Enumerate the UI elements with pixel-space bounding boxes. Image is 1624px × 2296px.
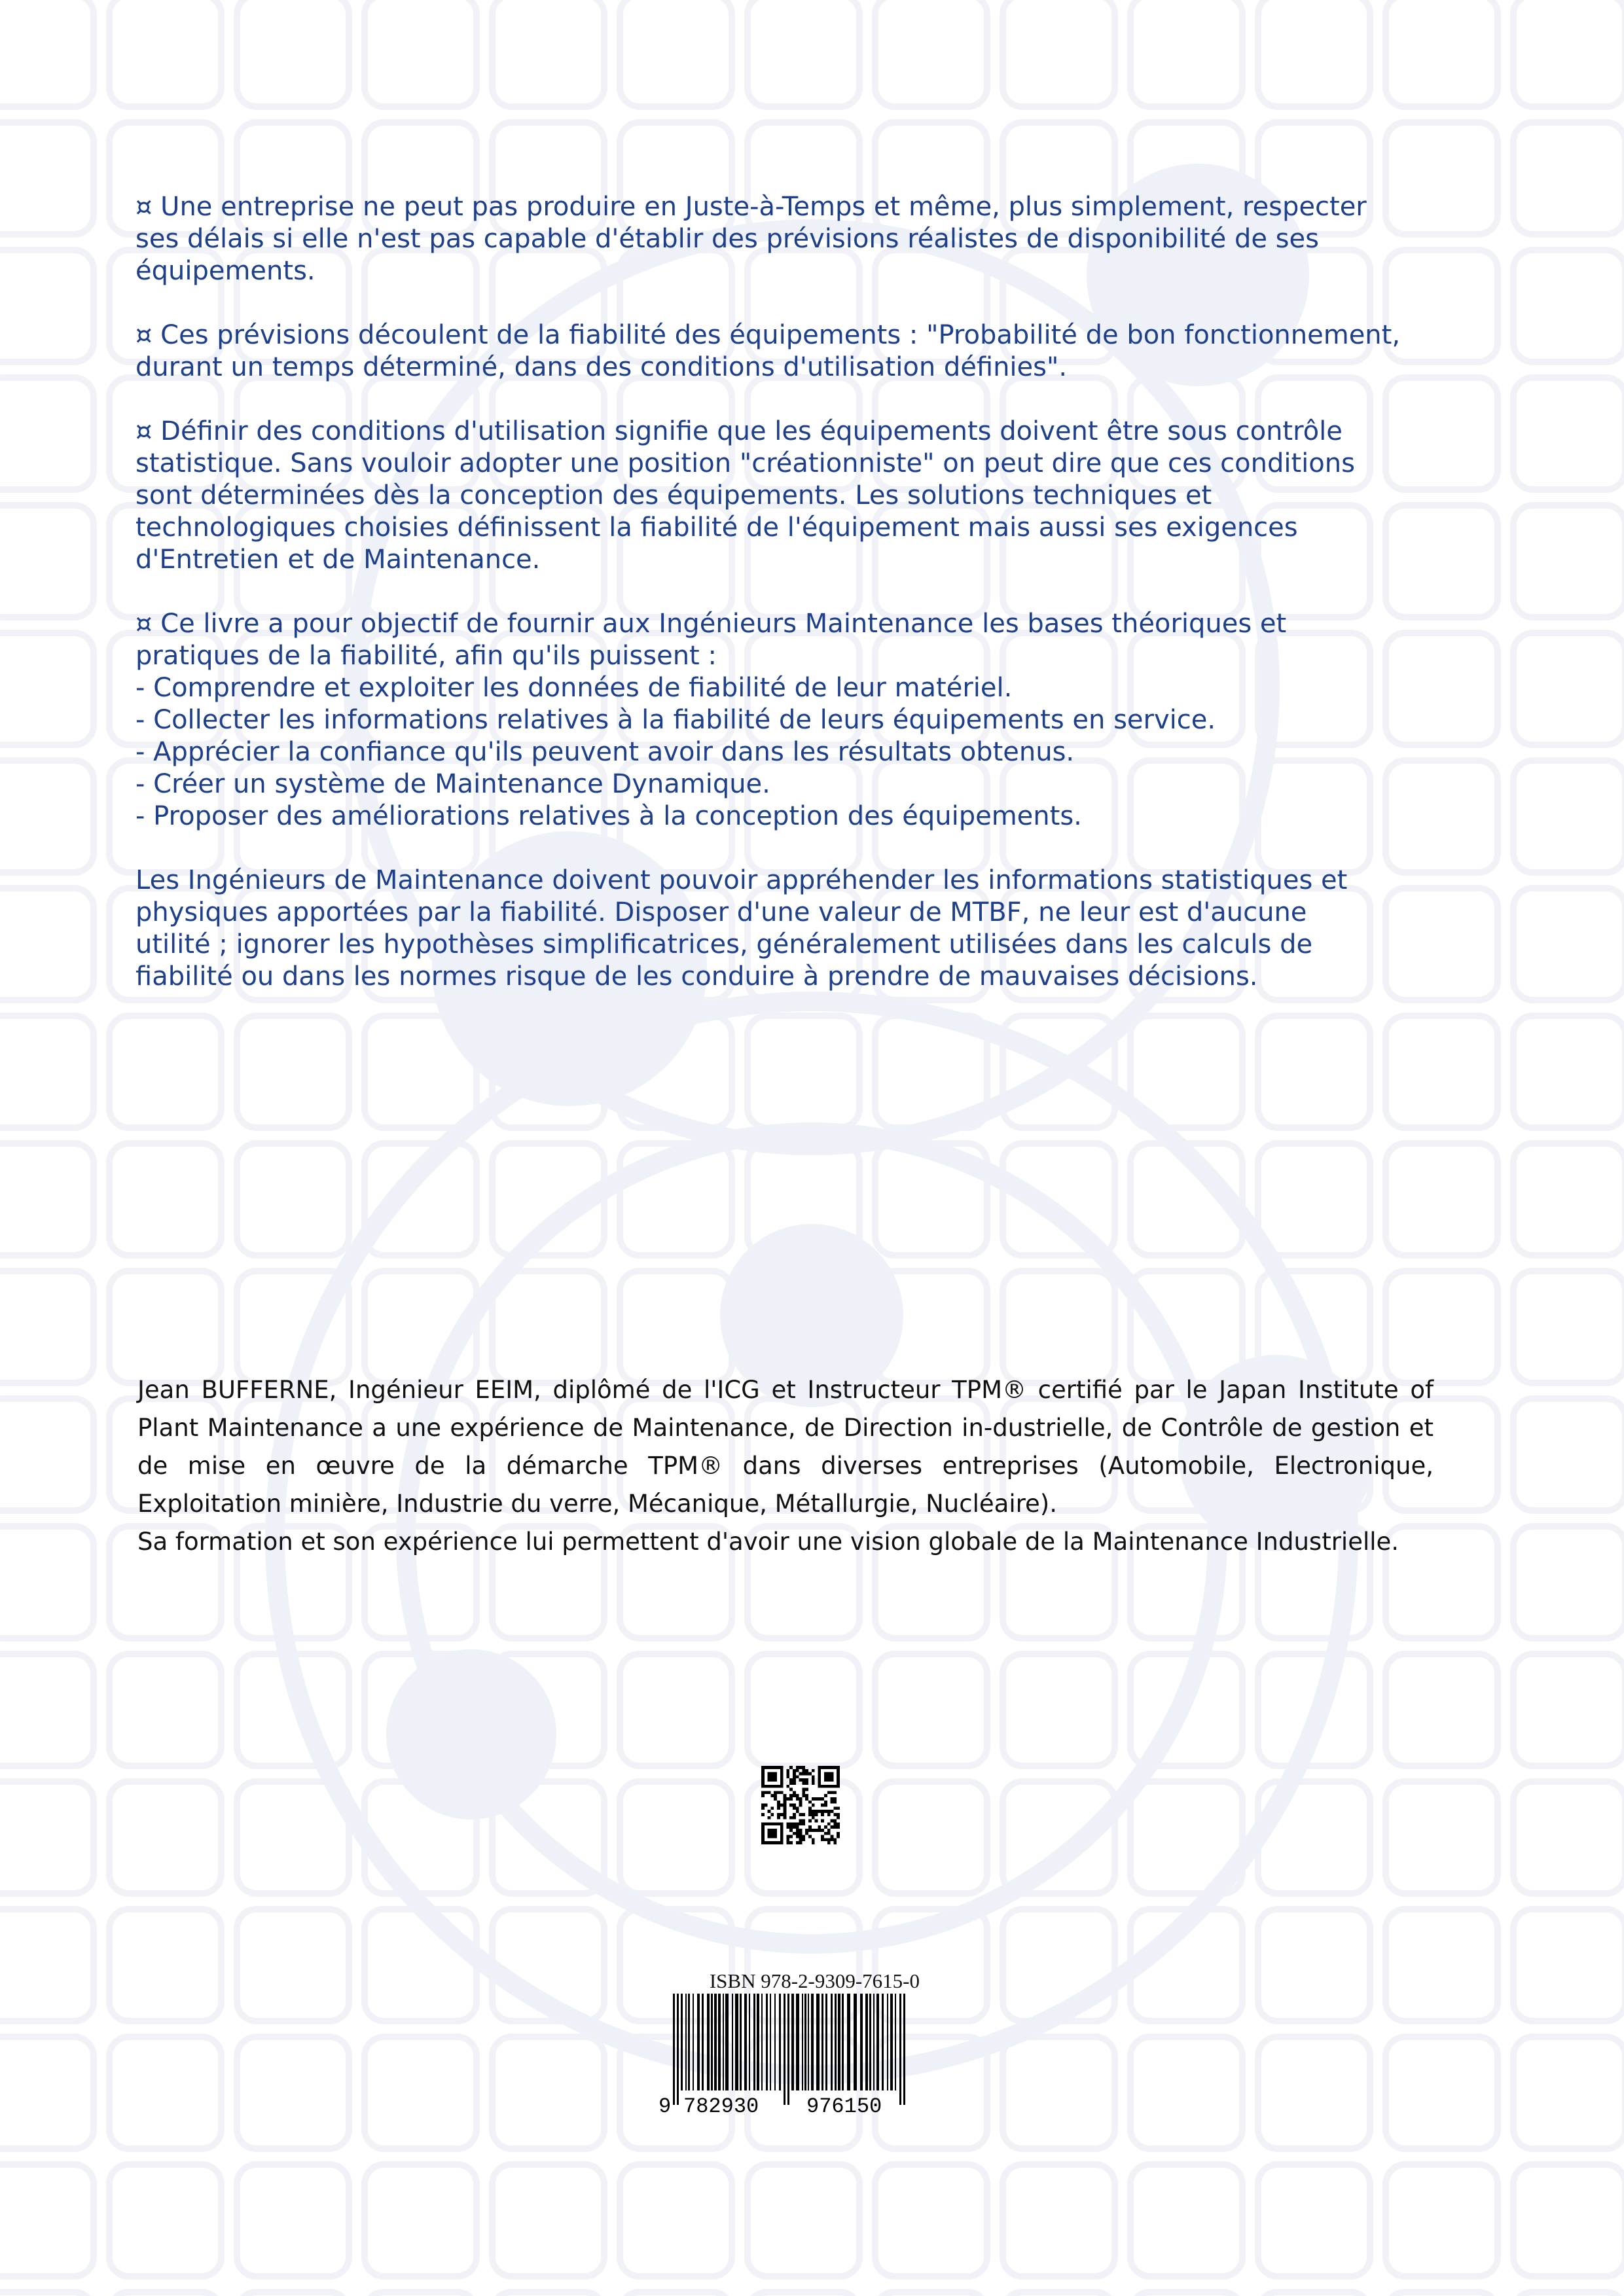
blurb-paragraph bbox=[135, 191, 1536, 287]
blurb-list-item: - Créer un système de Maintenance Dynamique. bbox=[135, 769, 770, 799]
blurb-line: physiques apportées par la fiabilité. Disposer d'une valeur de MTBF, ne leur est d'aucune bbox=[135, 897, 1307, 927]
blurb-list-item: - Proposer des améliorations relatives à la conception des équipements. bbox=[135, 801, 1082, 831]
blurb-line: ¤ Ce livre a pour objectif de fournir aux Ingénieurs Maintenance les bases théoriques et bbox=[135, 609, 1287, 639]
isbn-label: ISBN 978-2-9309-7615-0 bbox=[709, 1969, 920, 1992]
blurb-line: sont déterminées dès la conception des équipements. Les solutions techniques et bbox=[135, 480, 1212, 511]
blurb-line: durant un temps déterminé, dans des conditions d'utilisation définies". bbox=[135, 352, 1068, 382]
blurb-line: statistique. Sans vouloir adopter une position "créationniste" on peut dire que ces conditions bbox=[135, 448, 1355, 478]
blurb-line: ¤ Une entreprise ne peut pas produire en Juste-à-Temps et même, plus simplement, respecter bbox=[135, 192, 1367, 222]
blurb-list-item: - Apprécier la confiance qu'ils peuvent avoir dans les résultats obtenus. bbox=[135, 737, 1075, 767]
blurb-list-item: - Collecter les informations relatives à la fiabilité de leurs équipements en service. bbox=[135, 705, 1216, 735]
blurb-line: d'Entretien et de Maintenance. bbox=[135, 545, 541, 575]
blurb-line: technologiques choisies définissent la fiabilité de l'équipement mais aussi ses exigences bbox=[135, 512, 1298, 543]
blurb-paragraph bbox=[135, 865, 1536, 993]
blurb-list-item: - Comprendre et exploiter les données de fiabilité de leur matériel. bbox=[135, 673, 1013, 703]
barcode-right-digits: 976150 bbox=[806, 2094, 882, 2115]
blurb-line: utilité ; ignorer les hypothèses simplificatrices, généralement utilisées dans les calculs de bbox=[135, 929, 1313, 960]
barcode-left-digits: 782930 bbox=[683, 2094, 759, 2115]
author-bio-paragraph: Jean BUFFERNE, Ingénieur EEIM, diplômé de l'ICG et Instructeur TPM® certifié par le Japan Institute of Plant Maintenance a une expérience de Maintenance, de Direction in-dustrielle, de Contrôle de gestion et de mise en œuvre de la démarche TPM® dans diverses entreprises (Automobile, Electronique, Exploitation minière, Industrie du verre, Mécanique, Métallurgie, Nucléaire). bbox=[137, 1376, 1434, 1518]
blurb-line: ¤ Ces prévisions découlent de la fiabilité des équipements : "Probabilité de bon fonctionnement, bbox=[135, 320, 1401, 350]
blurb-line: pratiques de la fiabilité, afin qu'ils puissent : bbox=[135, 641, 717, 671]
blurb-paragraph bbox=[135, 416, 1536, 576]
barcode-icon bbox=[655, 1994, 926, 2115]
blurb-paragraph bbox=[135, 608, 1536, 833]
barcode-first-digit: 9 bbox=[659, 2094, 672, 2115]
qr-code-icon bbox=[761, 1766, 840, 1844]
blurb-line: Les Ingénieurs de Maintenance doivent pouvoir appréhender les informations statistiques et bbox=[135, 865, 1348, 895]
author-bio-paragraph: Sa formation et son expérience lui permettent d'avoir une vision globale de la Maintenance Industrielle. bbox=[137, 1528, 1399, 1556]
blurb-line: fiabilité ou dans les normes risque de les conduire à prendre de mauvaises décisions. bbox=[135, 961, 1258, 992]
blurb-line: équipements. bbox=[135, 256, 316, 286]
blurb-line: ¤ Définir des conditions d'utilisation signifie que les équipements doivent être sous contrôle bbox=[135, 416, 1343, 446]
back-cover-blurb bbox=[135, 191, 1536, 1025]
blurb-line: ses délais si elle n'est pas capable d'établir des prévisions réalistes de disponibilité de ses bbox=[135, 224, 1319, 254]
author-bio bbox=[137, 1371, 1434, 1561]
isbn-barcode bbox=[655, 1970, 929, 2115]
blurb-paragraph bbox=[135, 319, 1536, 384]
